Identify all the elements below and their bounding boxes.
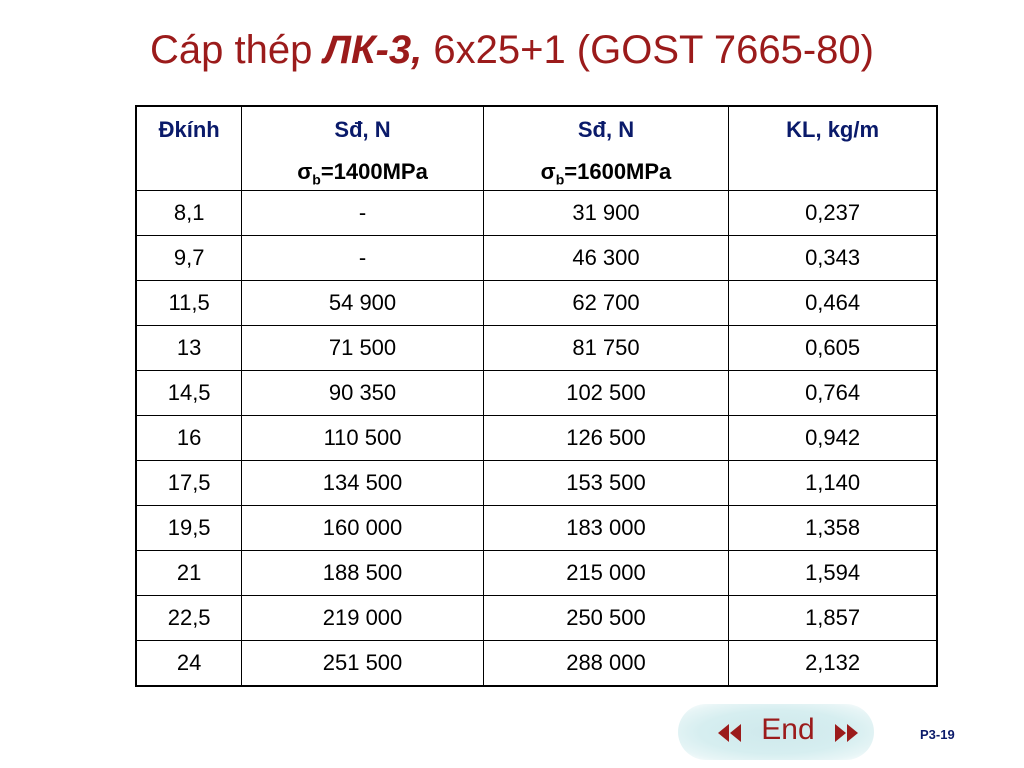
page-number: P3-19	[920, 727, 955, 742]
cell-diameter: 8,1	[136, 191, 242, 236]
table-row	[136, 641, 937, 687]
table-row	[136, 416, 937, 461]
cell-force-1400: 160 000	[242, 506, 483, 551]
cell-force-1600: 183 000	[483, 506, 728, 551]
cell-diameter: 16	[136, 416, 242, 461]
cell-force-1600: 102 500	[483, 371, 728, 416]
cell-force-1600: 153 500	[483, 461, 728, 506]
cell-force-1400: 71 500	[242, 326, 483, 371]
cell-diameter: 14,5	[136, 371, 242, 416]
cell-diameter: 9,7	[136, 236, 242, 281]
header-diameter-label: Đkính	[158, 117, 220, 142]
cable-spec-table	[135, 105, 938, 687]
cell-weight: 2,132	[729, 641, 937, 687]
table-row	[136, 461, 937, 506]
table-row	[136, 326, 937, 371]
table-row	[136, 371, 937, 416]
cell-weight: 1,857	[729, 596, 937, 641]
cell-diameter: 24	[136, 641, 242, 687]
table-row	[136, 191, 937, 236]
header-force-1400	[242, 106, 483, 191]
cell-force-1400: 219 000	[242, 596, 483, 641]
table-row	[136, 281, 937, 326]
table-row	[136, 506, 937, 551]
cell-force-1600: 46 300	[483, 236, 728, 281]
cell-weight: 1,358	[729, 506, 937, 551]
title-suffix: 6x25+1 (GOST 7665-80)	[422, 28, 874, 72]
cell-force-1400: 251 500	[242, 641, 483, 687]
cell-force-1600: 126 500	[483, 416, 728, 461]
end-button[interactable]: End	[761, 713, 815, 746]
table-row	[136, 596, 937, 641]
cell-weight: 0,942	[729, 416, 937, 461]
rewind-icon[interactable]	[717, 722, 743, 744]
header-force-1600-label: Sđ, N	[577, 117, 635, 142]
header-force-1400-strength: $\sigma_b=1400MPa$	[297, 159, 428, 188]
header-force-1600-strength: $\sigma_b=1600MPa$	[540, 159, 672, 188]
header-force-1400-label: Sđ, N	[334, 117, 391, 142]
cell-diameter: 21	[136, 551, 242, 596]
cell-force-1600: 288 000	[483, 641, 728, 687]
cell-weight: 1,140	[729, 461, 937, 506]
cell-force-1400: -	[242, 191, 483, 236]
table-row	[136, 236, 937, 281]
cell-force-1600: 62 700	[483, 281, 728, 326]
cell-force-1400: 90 350	[242, 371, 483, 416]
cell-weight: 0,764	[729, 371, 937, 416]
cell-diameter: 17,5	[136, 461, 242, 506]
cell-weight: 0,605	[729, 326, 937, 371]
fast-forward-icon[interactable]	[833, 722, 859, 744]
cell-weight: 0,464	[729, 281, 937, 326]
title-model: ЛК-3,	[323, 28, 423, 72]
header-weight-label: KL, kg/m	[786, 117, 880, 142]
header-diameter	[136, 106, 242, 191]
title-prefix: Cáp thép	[150, 28, 324, 72]
cell-force-1600: 250 500	[483, 596, 728, 641]
cell-force-1400: 188 500	[242, 551, 483, 596]
cell-weight: 0,237	[729, 191, 937, 236]
cell-diameter: 13	[136, 326, 242, 371]
cell-force-1400: 134 500	[242, 461, 483, 506]
cell-diameter: 19,5	[136, 506, 242, 551]
table-header-row	[136, 106, 937, 191]
slide-title	[0, 28, 1024, 73]
cell-weight: 0,343	[729, 236, 937, 281]
cell-force-1400: 54 900	[242, 281, 483, 326]
cell-diameter: 22,5	[136, 596, 242, 641]
cell-diameter: 11,5	[136, 281, 242, 326]
cell-force-1400: -	[242, 236, 483, 281]
cell-force-1400: 110 500	[242, 416, 483, 461]
cell-force-1600: 81 750	[483, 326, 728, 371]
table-row	[136, 551, 937, 596]
header-force-1600	[483, 106, 728, 191]
header-weight	[729, 106, 937, 191]
cell-force-1600: 215 000	[483, 551, 728, 596]
cell-weight: 1,594	[729, 551, 937, 596]
cell-force-1600: 31 900	[483, 191, 728, 236]
